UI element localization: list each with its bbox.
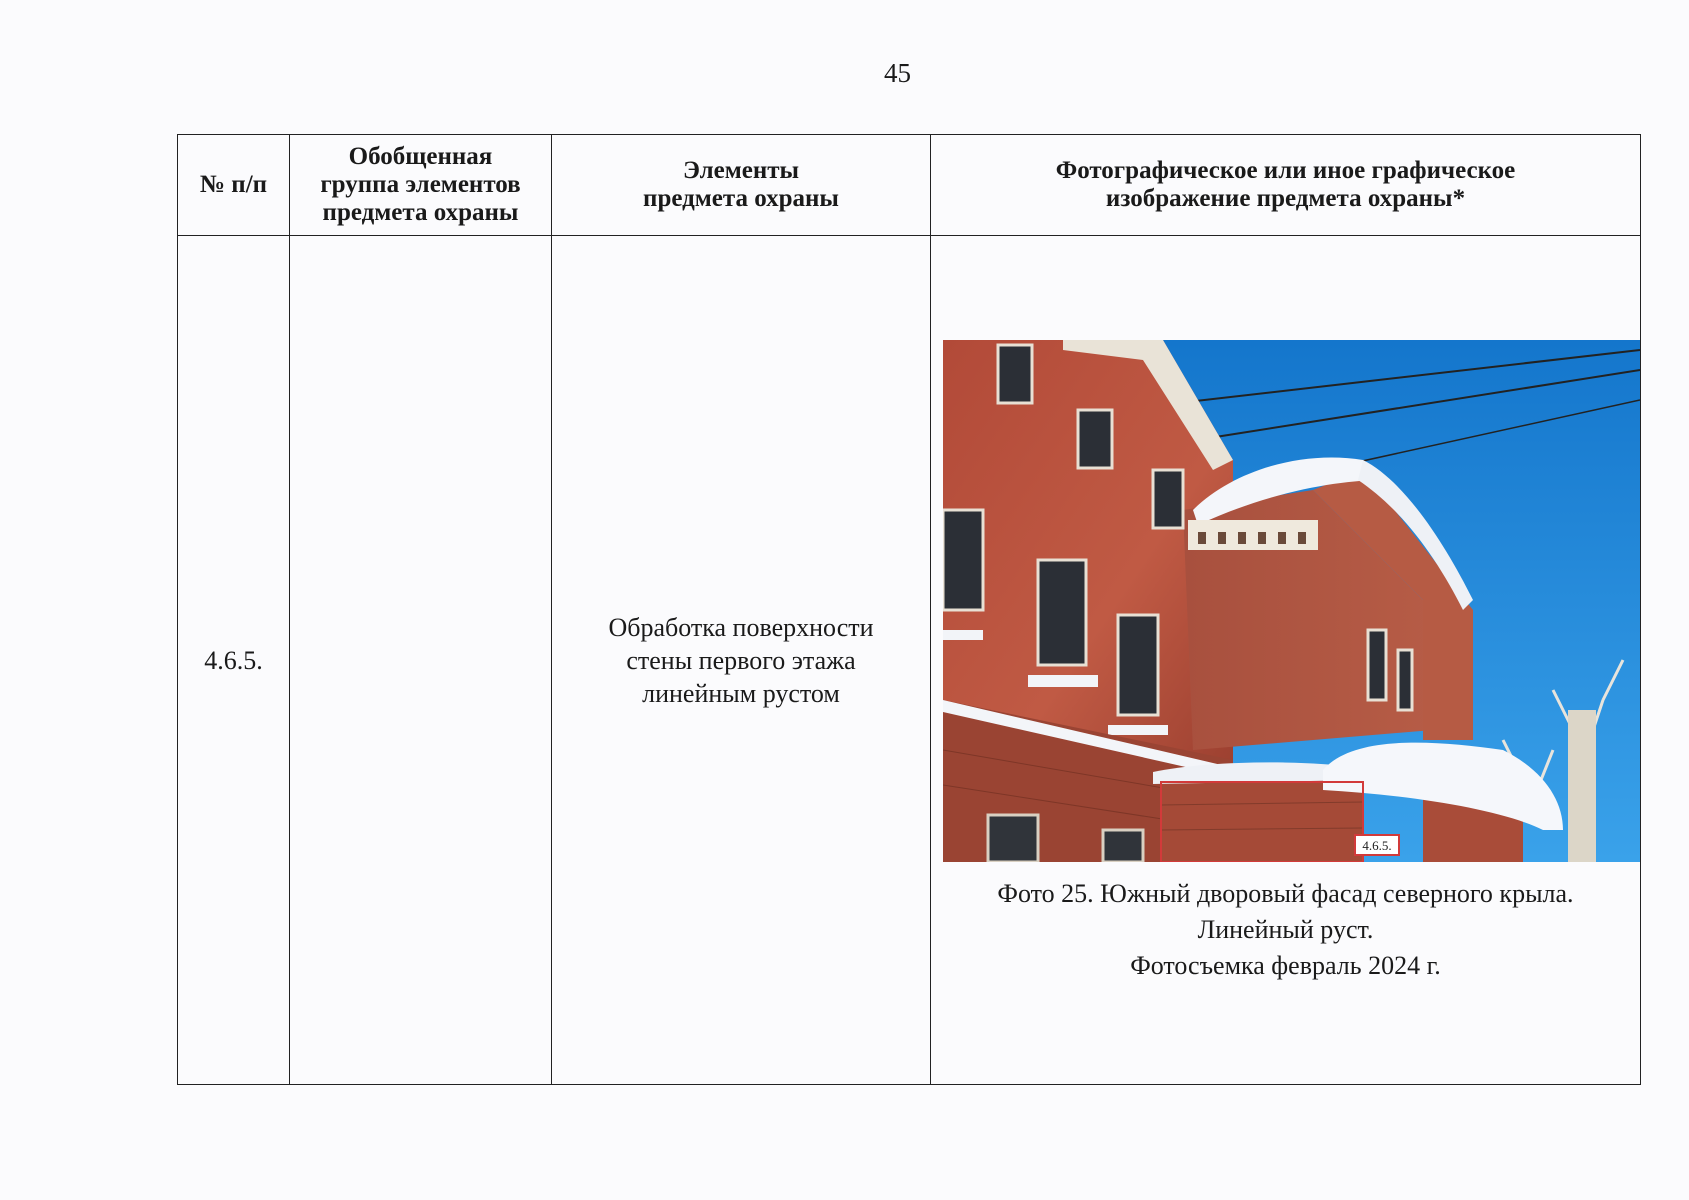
table-row: [178, 236, 1641, 1085]
row-group: [290, 236, 552, 1085]
header-elements-line: предмета охраны: [643, 185, 839, 212]
header-photo-line: Фотографическое или иное графическое: [1055, 157, 1516, 184]
header-photo: [931, 135, 1641, 236]
row-photo: [931, 236, 1641, 1085]
header-group-line: Обобщенная: [348, 143, 493, 170]
row-elements-text: Обработка поверхности стены первого этажа линейным рустом: [608, 612, 874, 708]
header-group-line: предмета охраны: [322, 199, 519, 226]
photo-caption-line: Фото 25. Южный дворовый фасад северного крыла.: [997, 879, 1574, 908]
facade-photo: [943, 340, 1640, 862]
header-group: [290, 135, 552, 236]
photo-caption-line: Фотосъемка февраль 2024 г.: [1130, 951, 1441, 980]
table-header-row: [178, 135, 1641, 236]
protection-table: [177, 134, 1641, 1085]
photo-marker-label: 4.6.5.: [1362, 838, 1392, 853]
photo-caption-line: Линейный руст.: [1197, 915, 1374, 944]
header-elements-line: Элементы: [682, 157, 800, 184]
photo-caption: [931, 876, 1640, 984]
header-elements: [552, 135, 931, 236]
header-group-line: группа элементов: [320, 171, 521, 198]
page-number: 45: [884, 58, 911, 88]
header-photo-line: изображение предмета охраны*: [1105, 185, 1466, 212]
row-elements: [552, 236, 931, 1085]
row-num: 4.6.5.: [178, 236, 290, 1085]
header-num: № п/п: [178, 135, 290, 236]
